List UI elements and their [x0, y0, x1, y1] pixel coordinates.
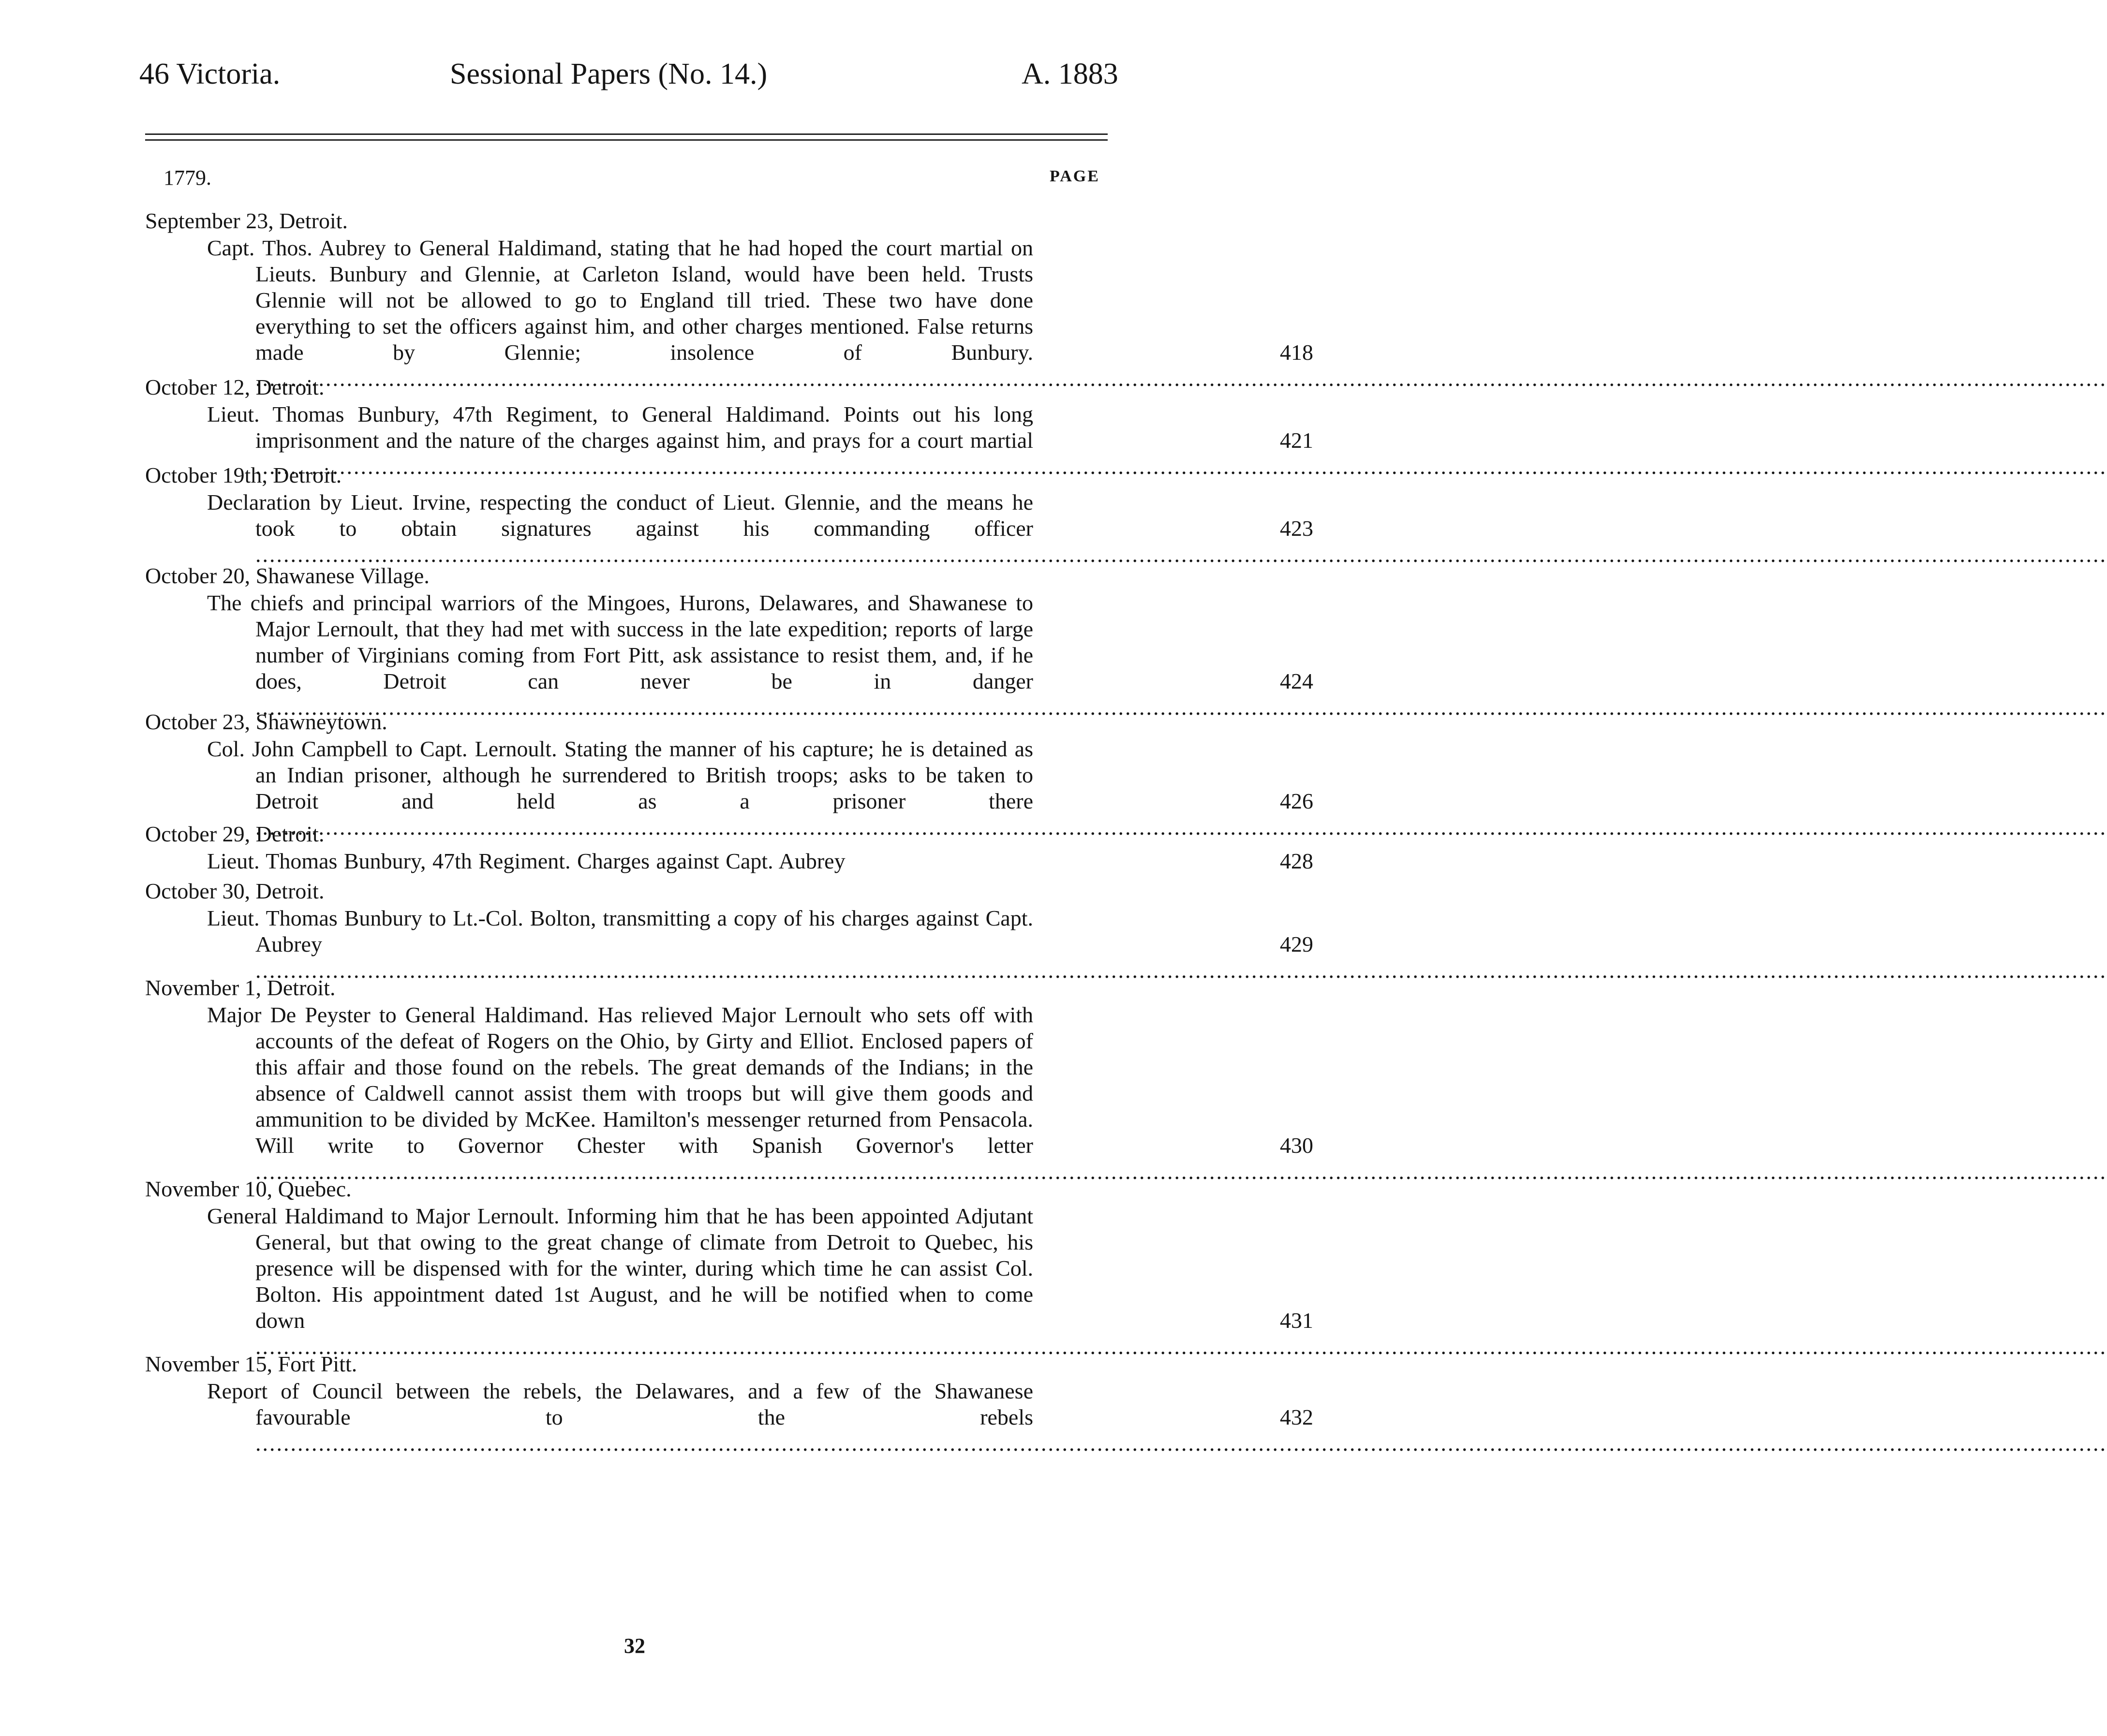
entry-date: October 20, Shawanese Village.	[145, 563, 430, 588]
header-rule-top	[145, 133, 1108, 135]
dot-leader-line	[207, 235, 2107, 391]
entry-text: General Haldimand to Major Lernoult. Informing him that he has been appointed Adjutant General, but that owing to the great change of climate from Detroit to Quebec, his presence will be dispensed with for the winter, during which time he can assist Col. Bolton. His appointment dated 1st August, and he will be notified when to come down .....	[207, 1204, 2107, 1359]
entry-text: Lieut. Thomas Bunbury to Lt.-Col. Bolton, transmitting a copy of his charges against Capt. Aubrey .....	[207, 906, 2107, 983]
entry-date: November 15, Fort Pitt.	[145, 1352, 357, 1376]
calendar-entry	[0, 1351, 1313, 1430]
header-title: Sessional Papers (No. 14.)	[450, 58, 768, 90]
calendar-entry	[0, 709, 1313, 814]
header-rule-bottom	[145, 139, 1108, 141]
entry-description: Major De Peyster to General Haldimand. Has relieved Major Lernoult who sets off with accounts of the defeat of Rogers on the Ohio, by Girty and Elliot. Enclosed papers of this affair and those found on the rebels. The great demands of the Indians; in the absence of Caldwell cannot assist them with troops but will give them goods and ammunition to be divided by McKee. Hamilton's messenger returned from Pensacola. Will write to Governor Chester with Spanish Governor's letter ..... 430	[255, 1002, 1033, 1159]
entry-date: October 30, Detroit.	[145, 879, 325, 903]
entry-text: Capt. Thos. Aubrey to General Haldimand, stating that he had hoped the court martial on Lieuts. Bunbury and Glennie, at Carleton Island, would have been held. Trusts Glennie will not be allowed to go to England till tried. These two have done everything to set the officers against him, and other charges mentioned. False returns made by Glennie; insolence of Bunbury. .....	[207, 235, 2107, 391]
entry-text: Lieut. Thomas Bunbury, 47th Regiment, to General Haldimand. Points out his long imprisonment and the nature of the charges against him, and prays for a court martial .....	[207, 402, 2107, 479]
page-column-label: PAGE	[1050, 167, 1100, 185]
calendar-entry	[0, 975, 1313, 1159]
entry-description: General Haldimand to Major Lernoult. Informing him that he has been appointed Adjutant General, but that owing to the great change of climate from Detroit to Quebec, his presence will be dispensed with for the winter, during which time he can assist Col. Bolton. His appointment dated 1st August, and he will be notified when to come down ..... 431	[255, 1203, 1033, 1334]
entry-date: November 1, Detroit.	[145, 975, 336, 1000]
calendar-entry	[0, 878, 1313, 957]
entry-text: Declaration by Lieut. Irvine, respecting the conduct of Lieut. Glennie, and the means he took to obtain signatures against his commanding officer .....	[207, 490, 2107, 567]
calendar-entry	[0, 374, 1313, 454]
dot-leader-line	[207, 490, 2107, 567]
entry-description: Report of Council between the rebels, the Delawares, and a few of the Shawanese favourable to the rebels ..... 432	[255, 1378, 1033, 1430]
calendar-entry	[0, 563, 1313, 694]
dot-leader-line	[207, 906, 2107, 983]
calendar-entry	[0, 821, 1313, 874]
entry-date: October 29, Detroit.	[145, 822, 325, 846]
entry-description: Declaration by Lieut. Irvine, respecting the conduct of Lieut. Glennie, and the means he took to obtain signatures against his commanding officer ..... 423	[255, 489, 1033, 542]
dot-leader-line	[207, 1204, 2107, 1359]
entry-text: The chiefs and principal warriors of the Mingoes, Hurons, Delawares, and Shawanese to Major Lernoult, that they had met with success in the late expedition; reports of large number of Virginians coming from Fort Pitt, ask assistance to resist them, and, if he does, Detroit can never be in danger .....	[207, 590, 2107, 720]
dot-leader-line	[207, 1002, 2107, 1184]
calendar-entries	[0, 198, 1313, 1430]
running-header	[0, 57, 1202, 110]
header-year: A. 1883	[1022, 58, 1118, 90]
calendar-entry	[0, 208, 1313, 366]
entry-date: October 23, Shawneytown.	[145, 709, 387, 734]
entry-date: September 23, Detroit.	[145, 208, 348, 233]
dot-leader-line	[207, 1379, 2107, 1456]
entry-description: Col. John Campbell to Capt. Lernoult. Stating the manner of his capture; he is detained as an Indian prisoner, although he surrendered to British troops; asks to be taken to Detroit and held as a prisoner there ..... 426	[255, 736, 1033, 814]
calendar-entry	[0, 462, 1313, 542]
dot-leader-line	[207, 590, 2107, 720]
entry-text: Major De Peyster to General Haldimand. Has relieved Major Lernoult who sets off with accounts of the defeat of Rogers on the Ohio, by Girty and Elliot. Enclosed papers of this affair and those found on the rebels. The great demands of the Indians; in the absence of Caldwell cannot assist them with troops but will give them goods and ammunition to be divided by McKee. Hamilton's messenger returned from Pensacola. Will write to Governor Chester with Spanish Governor's letter .....	[207, 1002, 2107, 1184]
entry-description: Capt. Thos. Aubrey to General Haldimand, stating that he had hoped the court martial on Lieuts. Bunbury and Glennie, at Carleton Island, would have been held. Trusts Glennie will not be allowed to go to England till tried. These two have done everything to set the officers against him, and other charges mentioned. False returns made by Glennie; insolence of Bunbury. ..... 418	[255, 235, 1033, 366]
header-regnal-year: 46 Victoria.	[139, 58, 281, 90]
entry-description: Lieut. Thomas Bunbury to Lt.-Col. Bolton, transmitting a copy of his charges against Capt. Aubrey ..... 429	[255, 905, 1033, 957]
entry-text: Report of Council between the rebels, the Delawares, and a few of the Shawanese favourable to the rebels .....	[207, 1379, 2107, 1456]
calendar-entry	[0, 1176, 1313, 1334]
entry-date: October 12, Detroit.	[145, 375, 325, 399]
entry-text: Lieut. Thomas Bunbury, 47th Regiment. Charges against Capt. Aubrey	[207, 849, 846, 873]
section-year: 1779.	[163, 166, 211, 190]
entry-description: Lieut. Thomas Bunbury, 47th Regiment, to General Haldimand. Points out his long imprisonment and the nature of the charges against him, and prays for a court martial ..... 421	[255, 401, 1033, 454]
entry-text: Col. John Campbell to Capt. Lernoult. Stating the manner of his capture; he is detained as an Indian prisoner, although he surrendered to British troops; asks to be taken to Detroit and held as a prisoner there .....	[207, 736, 2107, 839]
entry-date: October 19th, Detroit.	[145, 463, 342, 487]
entry-date: November 10, Quebec.	[145, 1177, 352, 1201]
page-number: 32	[624, 1634, 645, 1658]
entry-description: The chiefs and principal warriors of the Mingoes, Hurons, Delawares, and Shawanese to Major Lernoult, that they had met with success in the late expedition; reports of large number of Virginians coming from Fort Pitt, ask assistance to resist them, and, if he does, Detroit can never be in danger ..... 424	[255, 590, 1033, 694]
entry-description: Lieut. Thomas Bunbury, 47th Regiment. Charges against Capt. Aubrey 428	[207, 849, 1313, 873]
